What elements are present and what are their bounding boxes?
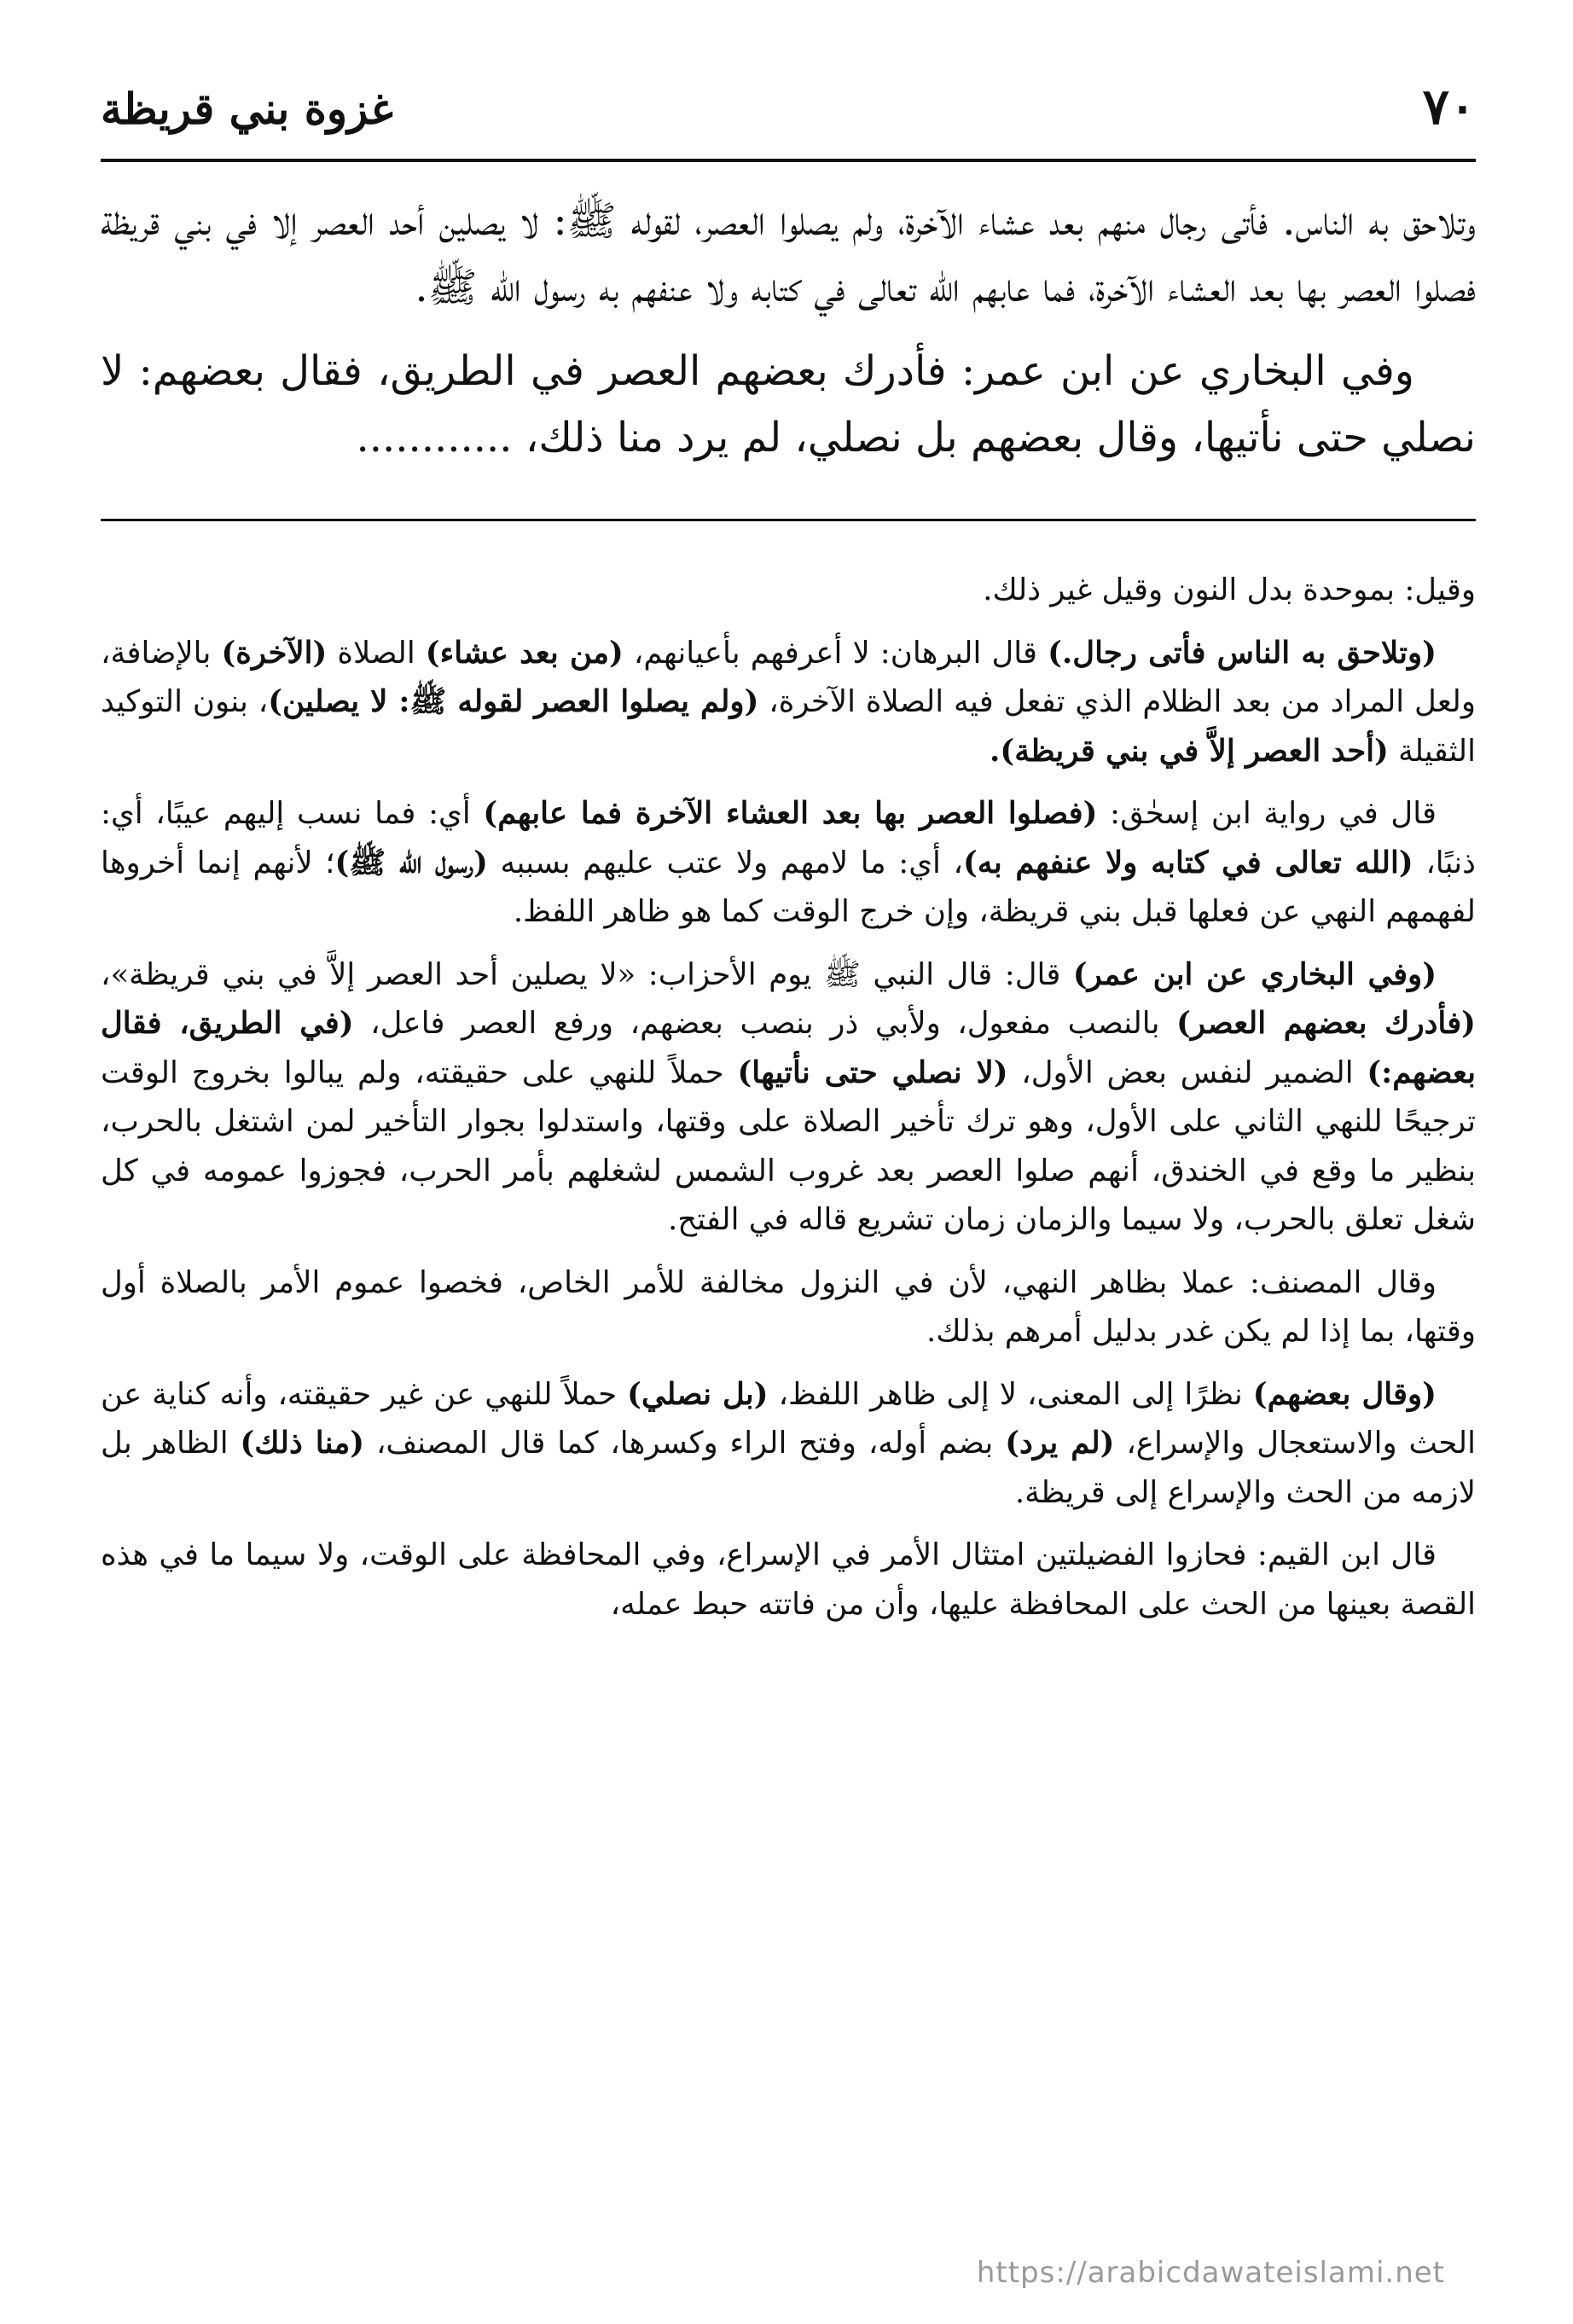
quoted-text: (فصلوا العصر بها بعد العشاء الآخرة فما عابهم) [483,796,1098,831]
commentary-paragraph [101,950,1476,1245]
explanation-text: أي: فما نسب إليهم عيبًا، أي: ذنبًا، [101,796,1476,880]
ellipsis: ............ [356,414,513,462]
main-paragraph [101,338,1476,471]
quoted-text: (فأدرك بعضهم العصر) [1176,1006,1476,1041]
header-rule [101,159,1476,162]
page-header [101,78,1476,155]
page-number: ٧٠ [1422,78,1476,136]
explanation-text: قال: قال النبي ﷺ يوم الأحزاب: «لا يصلين أحد العصر إلاَّ في بني قريظة»، [101,956,1073,992]
explanation-text: بالإضافة، ولعل المراد من بعد الظلام الذي تفعل فيه الصلاة الآخرة، [101,635,1476,719]
explanation-text: الظاهر بل لازمه من الحث والإسراع إلى قريظة. [101,1426,1476,1510]
explanation-text: نظرًا إلى المعنى، لا إلى ظاهر اللفظ، [768,1376,1253,1412]
footnote-divider [101,519,1476,521]
quoted-text: (الآخرة) [221,635,328,671]
commentary [101,566,1476,1629]
explanation-text: حملاً للنهي على حقيقته، ولم يبالوا بخروج الوقت ترجيحًا للنهي الثاني على الأول، وهو ترك تأخير الصلاة على وقتها، واستدلوا بجوار التأخير لمن اشتغل بالحرب، بنظير ما وقع في الخندق، أنهم صلوا العصر بعد غروب الشمس لشغلهم بأمر الحرب، فجوزوا عمومه في كل شغل تعلق بالحرب، ولا سيما والزمان زمان تشريع قاله في الفتح. [101,1055,1476,1237]
explanation-text: قال في رواية ابن إسحٰق: [1097,796,1437,831]
explanation-text: قال البرهان: لا أعرفهم بأعيانهم، [623,635,1048,671]
quoted-text: (وفي البخاري عن ابن عمر) [1072,956,1437,992]
book-page [101,78,1477,1642]
quoted-text: (بل نصلي) [627,1376,769,1412]
quoted-text: (من بعد عشاء) [425,635,624,671]
explanation-text: بضم أوله، وفتح الراء وكسرها، كما قال المصنف، [364,1426,1006,1461]
explanation-text: ، أي: ما لامهم ولا عتب عليهم بسببه [487,845,963,880]
explanation-text: ، بنون التوكيد الثقيلة [101,684,1476,769]
explanation-text: حملاً للنهي عن غير حقيقته، وأنه كناية عن الحث والاستعجال والإسراع، [101,1376,1476,1461]
main-paragraph-text: وفي البخاري عن ابن عمر: فأدرك بعضهم العصر في الطريق، فقال بعضهم: لا نصلي حتى نأتيها، وقال بعضهم بل نصلي، لم يرد منا ذلك، [101,347,1476,462]
main-paragraph: وتلاحق به الناس. فأتى رجال منهم بعد عشاء الآخرة، ولم يصلوا العصر، لقوله ﷺ: لا يصلين أحد العصر إلا في بني قريظة فصلوا العصر بها بعد العشاء الآخرة، فما عابهم الله تعالى في كتابه ولا عنفهم به رسول الله ﷺ. [101,197,1477,311]
explanation-text: الضمير لنفس بعض الأول، [1007,1055,1367,1090]
quoted-text: (وتلاحق به الناس فأتى رجال.) [1048,635,1437,671]
quoted-text: (لم يرد) [1005,1426,1115,1461]
commentary-paragraph: قال ابن القيم: فحازوا الفضيلتين امتثال الأمر في الإسراع، وفي المحافظة على الوقت، ولا سيما ما في هذه القصة بعينها من الحث على المحافظة عليها، وأن من فاتته حبط عمله، [101,1537,1476,1622]
running-title: غزوة بني قريظة [101,84,393,134]
quoted-text: (وقال بعضهم) [1252,1376,1437,1412]
explanation-text: الصلاة [327,635,426,671]
explanation-text: ؛ لأنهم إنما أخروها لفهمهم النهي عن فعلها قبل بني قريظة، وإن خرج الوقت كما هو ظاهر اللفظ. [101,845,1476,929]
quoted-text: (ولم يصلوا العصر لقوله ﷺ: لا يصلين) [268,684,759,719]
quoted-text: (في الطريق، فقال بعضهم:) [101,1006,1476,1090]
quoted-text: (رسول الله ﷺ) [334,845,488,880]
explanation-text: بالنصب مفعول، ولأبي ذر بنصب بعضهم، ورفع العصر فاعل، [353,1006,1177,1041]
quoted-text: (منا ذلك) [240,1426,365,1461]
quoted-text: (لا نصلي حتى نأتيها) [737,1055,1008,1090]
commentary-paragraph: وقال المصنف: عملا بظاهر النهي، لأن في النزول مخالفة للأمر الخاص، فخصوا عموم الأمر بالصلاة أول وقتها، بما إذا لم يكن غدر بدليل أمرهم بذلك. [101,1264,1476,1349]
commentary-paragraph [101,1370,1476,1518]
main-text [101,188,1476,471]
quoted-text: (الله تعالى في كتابه ولا عنفهم به) [963,845,1413,880]
watermark-url: https://arabicdawateislami.net [976,2256,1445,2290]
quoted-text: (أحد العصر إلاَّ في بني قريظة). [990,733,1389,769]
commentary-paragraph [101,789,1476,937]
commentary-paragraph: وقيل: بموحدة بدل النون وقيل غير ذلك. [983,572,1476,607]
commentary-paragraph [101,629,1476,776]
